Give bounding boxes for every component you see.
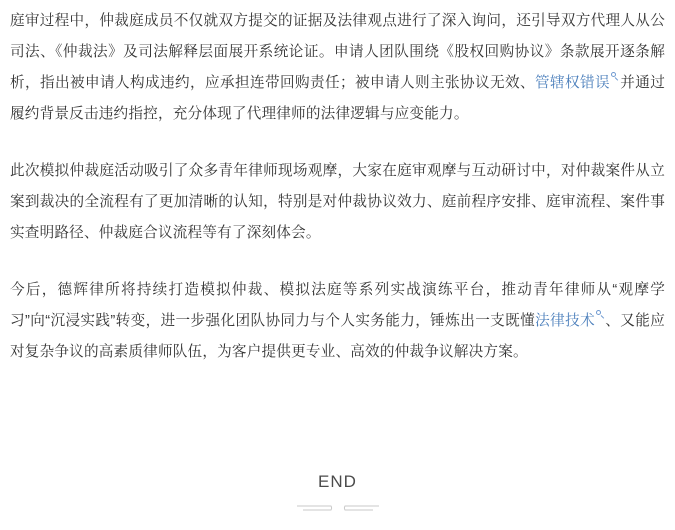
end-label: END xyxy=(318,472,357,491)
paragraph-1-text-2: 并通过履约背景反击违约指控，充分体现了代理律师的法律逻辑与应变能力。 xyxy=(10,75,665,122)
paragraph-2 xyxy=(10,156,665,249)
paragraph-3-text-2: 、又能应对复杂争议的高素质律师队伍，为客户提供更专业、高效的仲裁争议解决方案。 xyxy=(10,313,665,360)
end-block xyxy=(0,472,675,516)
inline-link-legal-technique[interactable] xyxy=(535,313,605,329)
paragraph-3-text-1: 今后，德辉律所将持续打造模拟仲裁、模拟法庭等系列实战演练平台，推动青年律师从“观摩学习”向“沉浸实践”转变，进一步强化团队协同力与个人实务能力，锤炼出一支既懂 xyxy=(10,282,665,329)
inline-link-legal-technique-label: 法律技术 xyxy=(535,313,596,329)
search-icon xyxy=(596,310,605,319)
divider-ornament xyxy=(0,502,675,516)
inline-link-jurisdiction-label: 管辖权错误 xyxy=(534,75,610,91)
inline-link-jurisdiction[interactable] xyxy=(535,75,620,91)
paragraph-1 xyxy=(10,6,665,130)
paragraph-2-text-1: 此次模拟仲裁庭活动吸引了众多青年律师现场观摩，大家在庭审观摩与互动研讨中，对仲裁案件从立案到裁决的全流程有了更加清晰的认知，特别是对仲裁协议效力、庭前程序安排、庭审流程、案件事实查明路径、仲裁庭合议流程等有了深刻体会。 xyxy=(10,163,665,241)
search-icon xyxy=(611,72,620,81)
paragraph-3 xyxy=(10,275,665,368)
paragraph-1-text-1: 庭审过程中，仲裁庭成员不仅就双方提交的证据及法律观点进行了深入询问，还引导双方代理人从公司法、《仲裁法》及司法解释层面展开系统论证。申请人团队围绕《股权回购协议》条款展开逐条解析，指出被申请人构成违约，应承担连带回购责任；被申请人则主张协议无效、 xyxy=(10,13,665,91)
